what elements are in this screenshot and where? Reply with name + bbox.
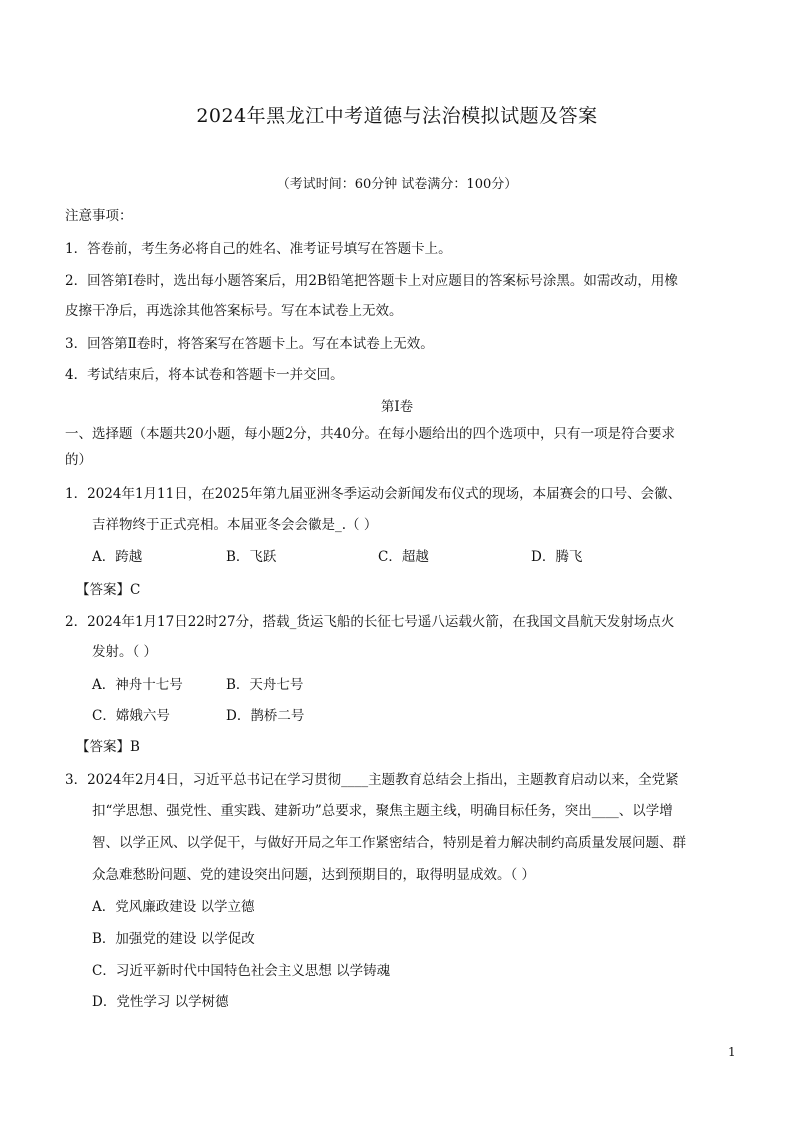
section-heading: 一、选择题（本题共20小题，每小题2分，共40分。在每小题给出的四个选项中，只有一项是符合要求 — [65, 426, 675, 442]
question-stem: 扣“学思想、强党性、重实践、建新功”总要求，聚焦主题主线，明确目标任务，突出____、以学增 — [92, 803, 673, 819]
option: C．习近平新时代中国特色社会主义思想 以学铸魂 — [92, 963, 391, 979]
option: D．党性学习 以学树德 — [92, 994, 229, 1010]
answer: 【答案】B — [76, 739, 140, 755]
document-title: 2024年黑龙江中考道德与法治模拟试题及答案 — [196, 105, 598, 127]
page-number: 1 — [728, 1045, 736, 1059]
question-stem: 众急难愁盼问题、党的建设突出问题，达到预期目的，取得明显成效。（ ） — [92, 867, 536, 883]
option: A．党风廉政建设 以学立德 — [92, 899, 255, 915]
notes-heading: 注意事项： — [65, 208, 133, 224]
option: D．鹊桥二号 — [226, 708, 305, 724]
question-stem: 1．2024年1月11日，在2025年第九届亚洲冬季运动会新闻发布仪式的现场，本届赛会的口号、会徽、 — [65, 486, 682, 502]
option: A．跨越 — [92, 549, 143, 565]
option: D．腾飞 — [531, 549, 583, 565]
option: C．嫦娥六号 — [92, 708, 170, 724]
exam-info: （考试时间：60分钟 试卷满分：100分） — [276, 177, 518, 192]
option: B．天舟七号 — [226, 677, 304, 693]
note-item: 2．回答第Ⅰ卷时，选出每小题答案后，用2B铅笔把答题卡上对应题目的答案标号涂黑。如需改动，用橡 — [65, 273, 678, 289]
note-item: 3．回答第Ⅱ卷时，将答案写在答题卡上。写在本试卷上无效。 — [65, 336, 434, 352]
option: C．超越 — [378, 549, 429, 565]
note-item: 皮擦干净后，再选涂其他答案标号。写在本试卷上无效。 — [65, 303, 403, 319]
answer: 【答案】C — [76, 582, 141, 598]
note-item: 1．答卷前，考生务必将自己的姓名、准考证号填写在答题卡上。 — [65, 241, 452, 257]
note-item: 4．考试结束后，将本试卷和答题卡一并交回。 — [65, 367, 344, 383]
question-stem: 3．2024年2月4日，习近平总书记在学习贯彻____主题教育总结会上指出，主题教育启动以来，全党紧 — [65, 772, 679, 788]
option: B．飞跃 — [226, 549, 277, 565]
question-stem: 智、以学正风、以学促干，与做好开局之年工作紧密结合，特别是着力解决制约高质量发展问题、群 — [92, 835, 686, 851]
option: A．神舟十七号 — [92, 677, 183, 693]
question-stem: 2．2024年1月17日22时27分，搭载_货运飞船的长征七号遥八运载火箭，在我国文昌航天发射场点火 — [65, 614, 675, 630]
section-heading-cont: 的） — [65, 452, 92, 468]
part-title: 第Ⅰ卷 — [380, 399, 414, 415]
option: B．加强党的建设 以学促改 — [92, 931, 255, 947]
question-stem: 发射。（ ） — [92, 644, 158, 660]
question-stem: 吉祥物终于正式亮相。本届亚冬会会徽是_.（ ） — [92, 517, 378, 533]
